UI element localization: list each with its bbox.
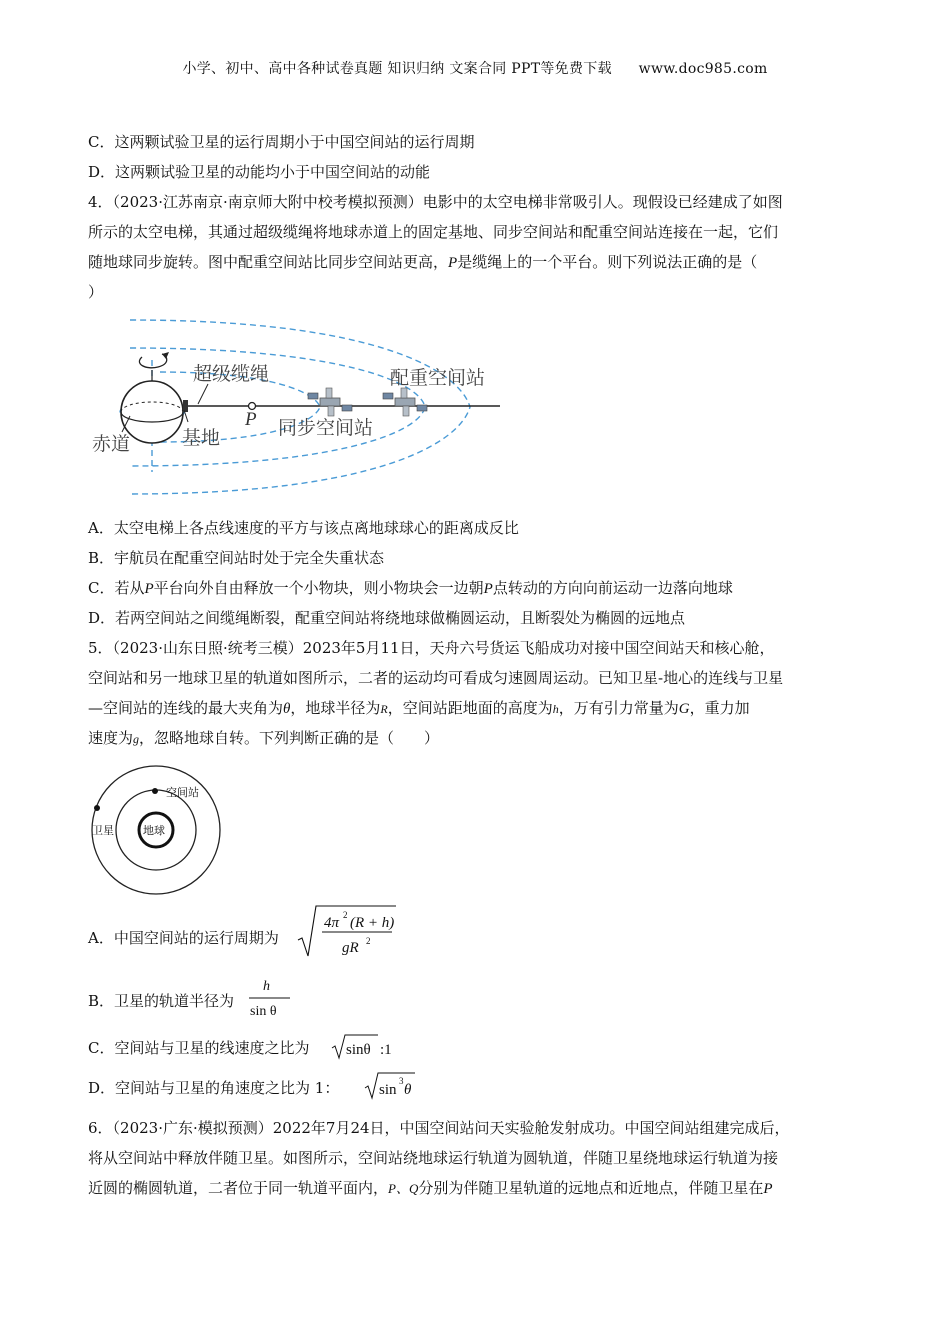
q4-option-c-text: 平台向外自由释放一个小物块，则小物块会一边朝 (153, 579, 484, 597)
q4-stem-line2: 所示的太空电梯，其通过超级缆绳将地球赤道上的固定基地、同步空间站和配重空间站连接在一起，它们 (88, 223, 779, 241)
label-base: 基地 (182, 427, 221, 449)
earth-circle (121, 381, 183, 443)
q5-text: 速度为 (88, 729, 134, 747)
q5-stem-line4 (88, 728, 439, 749)
formula-b-num: h (263, 979, 270, 994)
q4-stem-line1: 4．（2023·江苏南京·南京师大附中校考模拟预测）电影中的太空电梯非常吸引人。现假设已经建成了如图 (88, 193, 783, 211)
q5-text: ，空间站距地面的高度为 (387, 699, 553, 717)
q5-option-a: A．中国空间站的运行周期为 (88, 929, 279, 947)
label-earth: 地球 (143, 824, 165, 837)
q4-option-c (88, 578, 733, 599)
q4-option-a: A．太空电梯上各点线速度的平方与该点离地球球心的距离成反比 (88, 519, 519, 537)
q5-option-b-formula (246, 974, 296, 1024)
q6-text: 近圆的椭圆轨道，二者位于同一轨道平面内， (88, 1179, 389, 1197)
sync-station-icon (308, 388, 352, 416)
q6-p: P (763, 1181, 773, 1197)
space-elevator-figure (90, 312, 510, 502)
station-dot (152, 788, 158, 794)
q4-option-c-p: P (144, 581, 154, 597)
q5-stem-line1: 5．（2023·山东日照·统考三模）2023年5月11日，天舟六号货运飞船成功对接中国空间站天和核心舱， (88, 639, 775, 657)
q6-pq: P、Q (388, 1181, 419, 1196)
label-p: P (245, 409, 257, 430)
q5-option-d: D．空间站与卫星的角速度之比为 1： (88, 1079, 340, 1097)
orbit-figure (88, 764, 228, 896)
q5-theta: θ (283, 701, 291, 717)
q5-stem-line3 (88, 698, 750, 719)
q5-option-d-formula (363, 1070, 423, 1102)
formula-d-sin: sin (379, 1082, 397, 1098)
q6-stem-line1: 6．（2023·广东·模拟预测）2022年7月24日，中国空间站问天实验舱发射成功。中国空间站组建完成后， (88, 1119, 790, 1137)
formula-a-num: 4π (324, 915, 340, 931)
label-satellite: 卫星 (92, 824, 114, 837)
formula-c-tail: :1 (380, 1042, 392, 1058)
q6-text: 分别为伴随卫星轨道的远地点和近地点，伴随卫星在 (418, 1179, 764, 1197)
q5-option-c-formula (330, 1032, 400, 1062)
q5-g: g (133, 732, 140, 746)
q4-option-b: B．宇航员在配重空间站时处于完全失重状态 (88, 549, 385, 567)
formula-d-sup: 3 (399, 1076, 404, 1086)
q3-option-c: C．这两颗试验卫星的运行周期小于中国空间站的运行周期 (88, 133, 475, 151)
q5-stem-line2: 空间站和另一地球卫星的轨道如图所示，二者的运动均可看成匀速圆周运动。已知卫星-地心的连线与卫星 (88, 669, 784, 687)
q5-text: ，地球半径为 (290, 699, 381, 717)
label-cable: 超级缆绳 (193, 363, 270, 385)
q5-h: h (552, 702, 559, 716)
label-counterweight: 配重空间站 (390, 367, 486, 389)
q4-option-c-text: 点转动的方向向前运动一边落向地球 (492, 579, 733, 597)
q4-option-d: D．若两空间站之间缆绳断裂，配重空间站将绕地球做椭圆运动，且断裂处为椭圆的远地点 (88, 609, 686, 627)
header-text: 小学、初中、高中各种试卷真题 知识归纳 文案合同 PPT等免费下载 (182, 61, 612, 77)
formula-d-theta: θ (404, 1082, 412, 1098)
q4-option-c-text: C．若从 (88, 579, 145, 597)
rotation-arrow-icon (139, 354, 166, 368)
page-header (0, 58, 950, 78)
header-url[interactable]: www.doc985.com (638, 61, 768, 77)
formula-a-den: gR (342, 940, 359, 956)
label-sync: 同步空间站 (278, 417, 374, 439)
q5-text: —空间站的连线的最大夹角为 (88, 699, 284, 717)
q6-stem-line2: 将从空间站中释放伴随卫星。如图所示，空间站绕地球运行轨道为圆轨道，伴随卫星绕地球运行轨道为接 (88, 1149, 779, 1167)
q4-option-c-p: P (483, 581, 493, 597)
q3-option-d: D．这两颗试验卫星的动能均小于中国空间站的动能 (88, 163, 431, 181)
q5-option-b: B．卫星的轨道半径为 (88, 992, 235, 1010)
q5-option-c: C．空间站与卫星的线速度之比为 (88, 1039, 310, 1057)
q4-stem-line4: ） (88, 283, 104, 301)
label-station: 空间站 (166, 786, 199, 799)
q6-stem-line3 (88, 1178, 773, 1199)
q5-g-const: G (678, 701, 690, 717)
q5-text: ，重力加 (689, 699, 750, 717)
label-equator: 赤道 (92, 433, 131, 455)
q5-option-a-formula (296, 902, 406, 962)
formula-a-den-sup: 2 (366, 936, 371, 946)
q5-r: R (380, 702, 388, 716)
q5-text: ，忽略地球自转。下列判断正确的是（ ） (139, 729, 440, 747)
counterweight-station-icon (383, 388, 427, 416)
formula-b-den: sin θ (250, 1004, 277, 1019)
formula-a-num-sup: 2 (343, 910, 348, 920)
formula-c-expr: sinθ (346, 1042, 371, 1058)
q5-text: ，万有引力常量为 (558, 699, 679, 717)
q4-stem-p: P (448, 255, 458, 271)
q4-stem-text: 随地球同步旋转。图中配重空间站比同步空间站更高， (88, 253, 449, 271)
satellite-dot (94, 805, 100, 811)
q4-stem-line3 (88, 252, 757, 273)
formula-a-num-b: (R + h) (350, 915, 395, 931)
q4-stem-text: 是缆绳上的一个平台。则下列说法正确的是（ (457, 253, 758, 271)
